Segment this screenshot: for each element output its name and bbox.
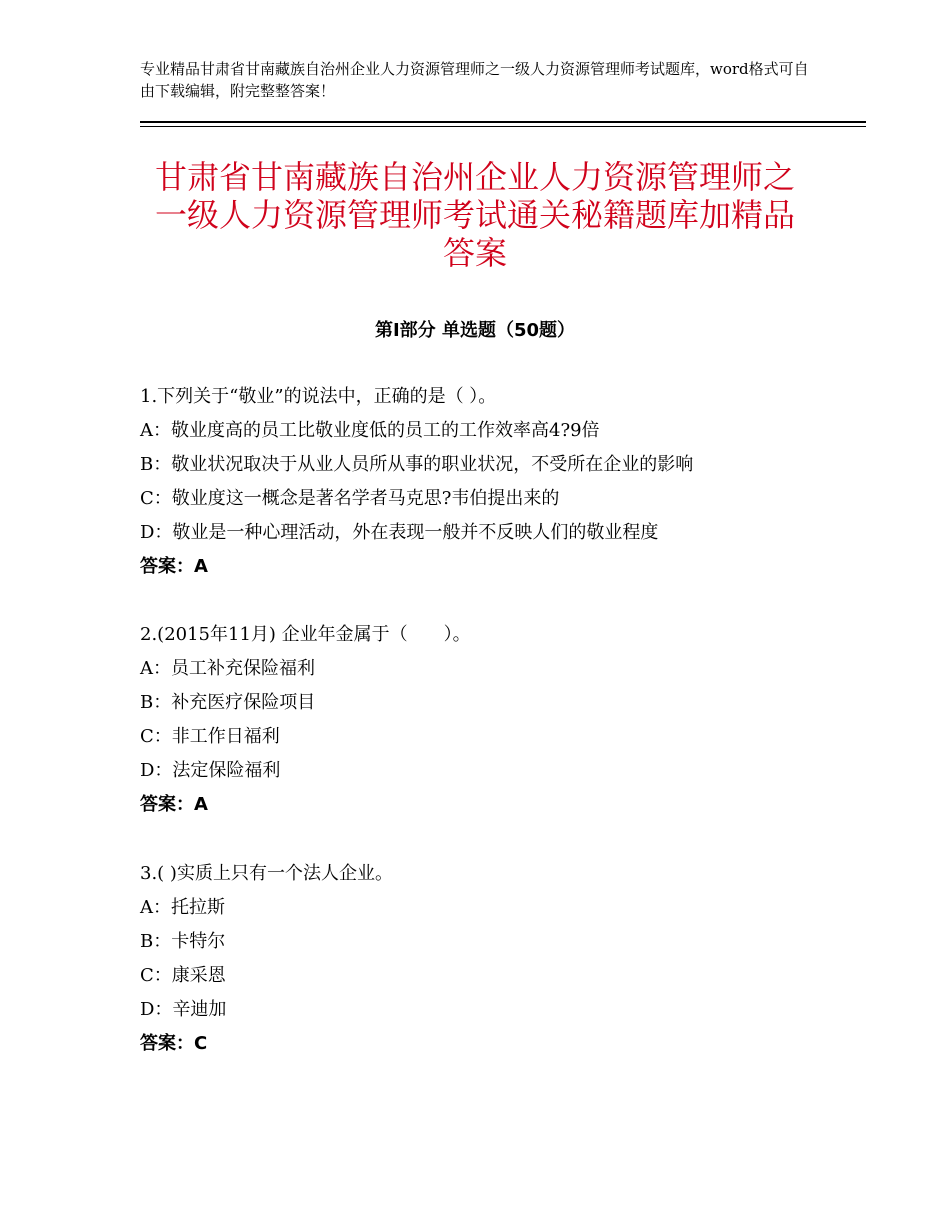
- option-b: B：敬业状况取决于从业人员所从事的职业状况，不受所在企业的影响: [140, 454, 694, 475]
- question-2: [140, 618, 840, 822]
- header-note: 专业精品甘肃省甘南藏族自治州企业人力资源管理师之一级人力资源管理师考试题库，word格式可自由下载编辑，附完整整答案！: [140, 60, 809, 100]
- answer: 答案：C: [140, 1033, 208, 1054]
- answer: 答案：A: [140, 556, 208, 577]
- option-d: D：辛迪加: [140, 999, 227, 1020]
- answer: 答案：A: [140, 794, 208, 815]
- document-title: 甘肃省甘南藏族自治州企业人力资源管理师之一级人力资源管理师考试通关秘籍题库加精品答案: [154, 158, 795, 272]
- option-c: C：敬业度这一概念是著名学者马克思?韦伯提出来的: [140, 488, 560, 509]
- option-a: A：员工补充保险福利: [140, 658, 315, 679]
- question-1: [140, 380, 840, 584]
- option-d: D：敬业是一种心理活动，外在表现一般并不反映人们的敬业程度: [140, 522, 659, 543]
- option-d: D：法定保险福利: [140, 760, 281, 781]
- header-rule-thin: [140, 126, 866, 127]
- option-a: A：敬业度高的员工比敬业度低的员工的工作效率高4?9倍: [140, 420, 600, 441]
- question-3: [140, 857, 840, 1061]
- header-rule-thick: [140, 121, 866, 123]
- option-a: A：托拉斯: [140, 897, 225, 918]
- question-stem: 1.下列关于“敬业”的说法中，正确的是（ ）。: [140, 386, 497, 407]
- question-stem: 2.(2015年11月) 企业年金属于（ ）。: [140, 624, 471, 645]
- option-b: B：补充医疗保险项目: [140, 692, 316, 713]
- section-title: 第Ⅰ部分 单选题（50题）: [374, 320, 575, 341]
- option-c: C：非工作日福利: [140, 726, 280, 747]
- option-b: B：卡特尔: [140, 931, 226, 952]
- option-c: C：康采恩: [140, 965, 226, 986]
- question-stem: 3.( )实质上只有一个法人企业。: [140, 863, 393, 884]
